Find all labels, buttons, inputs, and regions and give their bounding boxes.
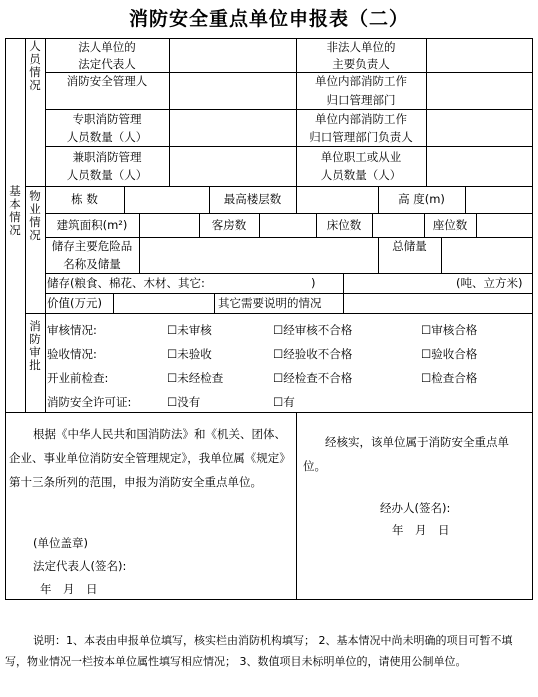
divider bbox=[169, 38, 170, 186]
approval-row-label: 消防安全许可证: bbox=[47, 395, 132, 409]
hazards-label-1: 储存主要危险品 bbox=[51, 239, 133, 253]
divider bbox=[343, 273, 344, 293]
approval-row-label: 审核情况: bbox=[47, 323, 97, 337]
divider bbox=[25, 186, 532, 187]
basic-section-label: 基本情况 bbox=[9, 184, 21, 237]
divider bbox=[45, 213, 532, 214]
approval-option-checkbox[interactable]: ☐经验收不合格 bbox=[273, 347, 353, 361]
building-count-label: 栋 数 bbox=[71, 192, 98, 206]
storage-detail-label: 储存(粮食、棉花、木材、其它: bbox=[47, 276, 205, 290]
internal-dept-label-1: 单位内部消防工作 bbox=[315, 74, 407, 88]
approval-group-label: 消防审批 bbox=[29, 319, 41, 372]
approval-row-label: 开业前检查: bbox=[47, 371, 109, 385]
personnel-group-label: 人员情况 bbox=[29, 39, 41, 92]
approval-option-checkbox[interactable]: ☐未审核 bbox=[167, 323, 212, 337]
divider bbox=[465, 186, 466, 213]
approval-option-checkbox[interactable]: ☐经审核不合格 bbox=[273, 323, 353, 337]
property-group-label: 物业情况 bbox=[29, 189, 41, 242]
floor-area-label: 建筑面积(m²) bbox=[56, 218, 128, 232]
table-border-bottom bbox=[5, 599, 533, 600]
page-title: 消防安全重点单位申报表（二） bbox=[128, 8, 409, 30]
divider bbox=[426, 38, 427, 186]
safety-manager-label: 消防安全管理人 bbox=[66, 74, 148, 88]
rooms-label: 客房数 bbox=[211, 218, 247, 232]
storage-close-paren: ) bbox=[311, 276, 316, 290]
approval-option-checkbox[interactable]: ☐验收合格 bbox=[421, 347, 478, 361]
beds-label: 床位数 bbox=[326, 218, 362, 232]
seats-label: 座位数 bbox=[432, 218, 468, 232]
divider bbox=[476, 213, 477, 237]
legal-rep-label-2: 法定代表人 bbox=[78, 57, 136, 71]
declaration-date: 年 月 日 bbox=[40, 582, 98, 596]
divider bbox=[25, 313, 532, 314]
parttime-staff-label-2: 人员数量（人） bbox=[66, 168, 148, 182]
table-border-left bbox=[5, 38, 6, 600]
height-label: 高 度(m) bbox=[398, 192, 445, 206]
declaration-text: 根据《中华人民共和国消防法》和《机关、团体、企业、事业单位消防安全管理规定》，我单位属《规定》第十三条所列的范围，申报为消防安全重点单位。 bbox=[9, 427, 291, 489]
dept-head-label-2: 归口管理部门负责人 bbox=[309, 130, 413, 144]
approval-option-checkbox[interactable]: ☐有 bbox=[273, 395, 295, 409]
legal-rep-label-1: 法人单位的 bbox=[78, 40, 136, 54]
hazards-label-2: 名称及储量 bbox=[63, 257, 121, 271]
employees-label-1: 单位职工或从业 bbox=[320, 150, 402, 164]
table-border-right bbox=[532, 38, 533, 600]
non-legal-head-label-2: 主要负责人 bbox=[332, 57, 390, 71]
approval-option-checkbox[interactable]: ☐未经检查 bbox=[167, 371, 224, 385]
divider bbox=[343, 293, 344, 313]
footnote: 说明：1、本表由申报单位填写，核实栏由消防机构填写； 2、基本情况中尚未明确的项目可暂不填写，物业情况一栏按本单位属性填写相应情况； 3、数值项目未标明单位的，请使用公制单位。 bbox=[5, 634, 513, 668]
verification-text: 经核实，该单位属于消防安全重点单位。 bbox=[303, 435, 509, 473]
max-floors-label: 最高楼层数 bbox=[223, 192, 282, 206]
unit-seal-label: (单位盖章) bbox=[33, 536, 88, 550]
value-label: 价值(万元) bbox=[47, 296, 102, 310]
parttime-staff-label-1: 兼职消防管理 bbox=[72, 150, 142, 164]
approval-option-checkbox[interactable]: ☐检查合格 bbox=[421, 371, 478, 385]
divider bbox=[214, 293, 215, 313]
approval-option-checkbox[interactable]: ☐审核合格 bbox=[421, 323, 478, 337]
dept-head-label-1: 单位内部消防工作 bbox=[315, 112, 407, 126]
approval-option-checkbox[interactable]: ☐没有 bbox=[167, 395, 201, 409]
verification-date: 年 月 日 bbox=[392, 523, 450, 537]
divider bbox=[5, 412, 533, 413]
other-notes-label: 其它需要说明的情况 bbox=[218, 296, 322, 310]
internal-dept-label-2: 归口管理部门 bbox=[326, 93, 396, 107]
divider bbox=[113, 293, 114, 313]
divider bbox=[372, 213, 373, 237]
divider bbox=[296, 186, 297, 213]
divider bbox=[139, 237, 140, 273]
legal-rep-signature-label: 法定代表人(签名): bbox=[33, 559, 127, 573]
approval-option-checkbox[interactable]: ☐经检查不合格 bbox=[273, 371, 353, 385]
fulltime-staff-label-2: 人员数量（人） bbox=[66, 130, 148, 144]
divider bbox=[139, 213, 140, 237]
handler-signature-label: 经办人(签名): bbox=[380, 501, 451, 515]
divider bbox=[25, 38, 26, 413]
total-storage-label: 总储量 bbox=[392, 239, 427, 253]
fulltime-staff-label-1: 专职消防管理 bbox=[72, 112, 142, 126]
non-legal-head-label-1: 非法人单位的 bbox=[326, 40, 396, 54]
storage-unit-label: (吨、立方米) bbox=[456, 276, 523, 290]
divider bbox=[296, 412, 297, 599]
divider bbox=[441, 237, 442, 273]
approval-option-checkbox[interactable]: ☐未验收 bbox=[167, 347, 212, 361]
divider bbox=[124, 186, 125, 213]
approval-row-label: 验收情况: bbox=[47, 347, 97, 361]
employees-label-2: 人员数量（人） bbox=[320, 168, 402, 182]
divider bbox=[259, 213, 260, 237]
divider bbox=[45, 146, 532, 147]
